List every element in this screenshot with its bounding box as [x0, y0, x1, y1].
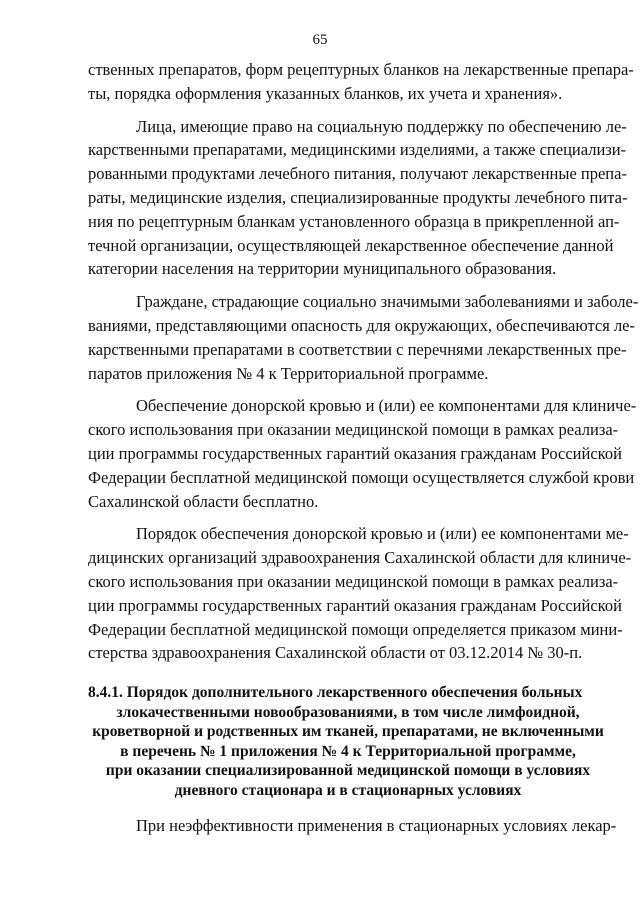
text-line: раты, медицинские изделия, специализированные продукты лечебного пита-	[88, 187, 628, 207]
heading-line: кроветворной и родственных им тканей, препаратами, не включенными	[92, 723, 604, 741]
page-content	[88, 58, 639, 838]
paragraph-inefficiency	[88, 814, 617, 838]
text-line: течной организации, осуществляющей лекарственное обеспечение данной	[88, 235, 614, 255]
text-line: Порядок обеспечения донорской кровью и (или) ее компонентами ме-	[136, 524, 629, 544]
text-line: ции программы государственных гарантий оказания гражданам Российской	[88, 443, 622, 463]
text-line: категории населения на территории муниципального образования.	[88, 259, 557, 279]
text-line: ваниями, представляющими опасность для окружающих, обеспечиваются ле-	[88, 315, 635, 335]
text-line: ции программы государственных гарантий оказания гражданам Российской	[88, 595, 622, 615]
text-line: ственных препаратов, форм рецептурных бланков на лекарственные препара-	[88, 60, 634, 79]
text-line: ния по рецептурным бланкам установленного образца в прикрепленной ап-	[88, 211, 620, 231]
text-line: дицинских организаций здравоохранения Сахалинской области для клиниче-	[88, 548, 632, 568]
text-line: Обеспечение донорской кровью и (или) ее компонентами для клиниче-	[136, 396, 637, 416]
section-heading	[88, 683, 608, 800]
heading-line: злокачественными новообразованиями, в том числе лимфоидной,	[116, 703, 580, 721]
text-line: паратов приложения № 4 к Территориальной программе.	[88, 363, 489, 383]
text-line: При неэффективности применения в стационарных условиях лекар-	[136, 816, 617, 836]
text-line: Лица, имеющие право на социальную поддержку по обеспечению ле-	[136, 116, 627, 136]
text-line: ского использования при оказании медицинской помощи в рамках реализа-	[88, 420, 619, 440]
text-line: рованными продуктами лечебного питания, получают лекарственные препа-	[88, 164, 627, 184]
heading-line: в перечень № 1 приложения № 4 к Территориальной программе,	[120, 742, 576, 760]
text-line: карственными препаратами, медицинскими изделиями, а также специализи-	[88, 140, 627, 160]
text-line: Федерации бесплатной медицинской помощи определяется приказом мини-	[88, 619, 623, 639]
heading-line: 8.4.1. Порядок дополнительного лекарственного обеспечения больных	[88, 684, 583, 702]
page-number: 65	[312, 32, 328, 48]
text-line: ты, порядка оформления указанных бланков, их учета и хранения».	[88, 83, 563, 103]
heading-line: при оказании специализированной медицинской помощи в условиях	[105, 762, 591, 780]
text-line: карственными препаратами в соответствии с перечнями лекарственных пре-	[88, 339, 627, 359]
text-line: ского использования при оказании медицинской помощи в рамках реализа-	[88, 571, 619, 591]
text-line: Сахалинской области бесплатно.	[88, 491, 319, 511]
text-line: Граждане, страдающие социально значимыми заболеваниями и заболе-	[136, 292, 639, 312]
paragraph-socially-significant-diseases	[88, 290, 639, 385]
text-line: Федерации бесплатной медицинской помощи осуществляется службой крови	[88, 467, 635, 487]
paragraph-donor-blood-supply	[88, 394, 637, 513]
text-line: стерства здравоохранения Сахалинской области от 03.12.2014 № 30-п.	[88, 643, 583, 663]
paragraph-social-support	[88, 115, 628, 282]
heading-line: дневного стационара и в стационарных условиях	[174, 781, 522, 799]
paragraph-donor-blood-procedure	[88, 522, 632, 665]
paragraph-continuation	[88, 58, 634, 106]
